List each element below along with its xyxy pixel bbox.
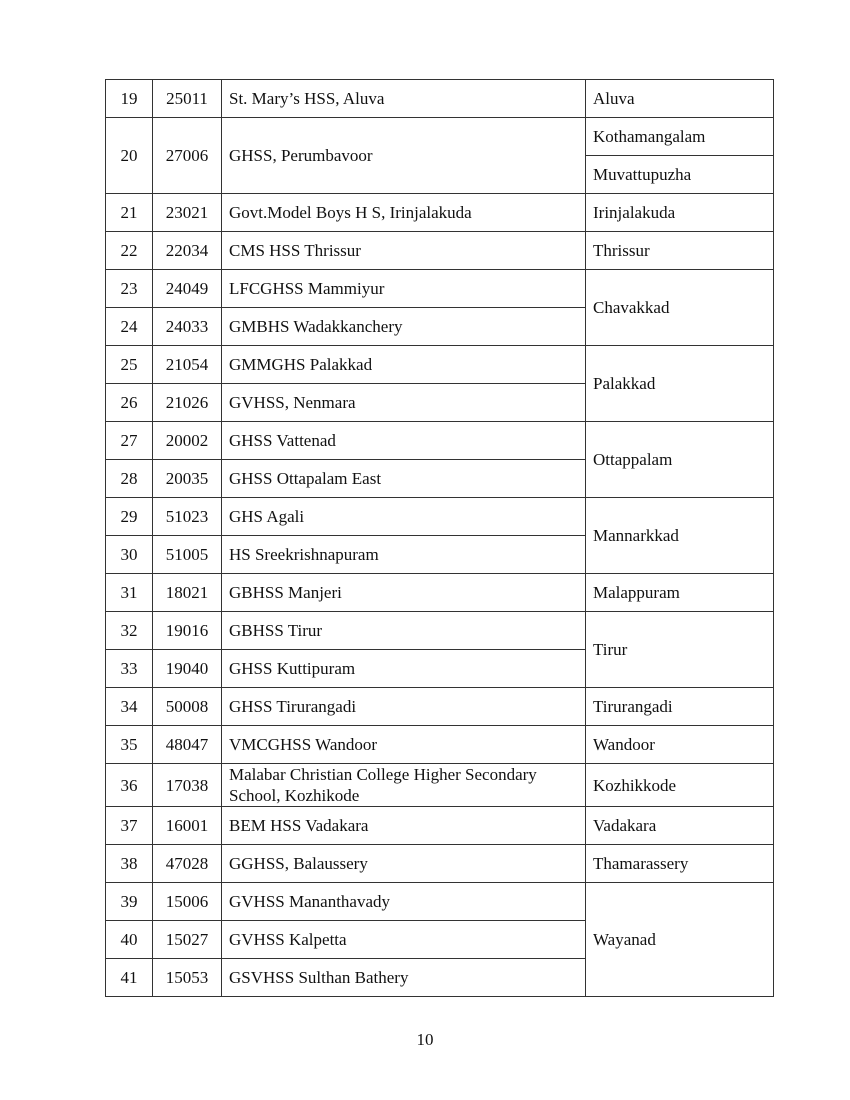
school-name: Govt.Model Boys H S, Irinjalakuda	[222, 194, 586, 232]
row-number: 28	[106, 460, 153, 498]
district-name: Muvattupuzha	[586, 156, 774, 194]
school-code: 47028	[153, 845, 222, 883]
row-number: 21	[106, 194, 153, 232]
district-name: Irinjalakuda	[586, 194, 774, 232]
school-name: GHS Agali	[222, 498, 586, 536]
page-number: 10	[416, 1030, 434, 1049]
school-code: 15027	[153, 921, 222, 959]
row-number: 39	[106, 883, 153, 921]
school-name: HS Sreekrishnapuram	[222, 536, 586, 574]
school-name: GVHSS Mananthavady	[222, 883, 586, 921]
school-name: LFCGHSS Mammiyur	[222, 270, 586, 308]
school-name: St. Mary’s HSS, Aluva	[222, 80, 586, 118]
school-code: 21026	[153, 384, 222, 422]
table-row	[106, 845, 774, 883]
row-number: 36	[106, 764, 153, 807]
district-name: Wayanad	[586, 883, 774, 997]
school-code: 51023	[153, 498, 222, 536]
district-name: Chavakkad	[586, 270, 774, 346]
row-number: 32	[106, 612, 153, 650]
table-row	[106, 574, 774, 612]
school-code: 15053	[153, 959, 222, 997]
row-number: 22	[106, 232, 153, 270]
table-row	[106, 612, 774, 650]
school-name: GVHSS, Nenmara	[222, 384, 586, 422]
row-number: 40	[106, 921, 153, 959]
school-name: GVHSS Kalpetta	[222, 921, 586, 959]
district-name: Thrissur	[586, 232, 774, 270]
district-name: Tirurangadi	[586, 688, 774, 726]
school-name: Malabar Christian College Higher Secondary School, Kozhikode	[222, 764, 586, 807]
schools-table	[105, 79, 774, 997]
school-code: 20035	[153, 460, 222, 498]
row-number: 33	[106, 650, 153, 688]
row-number: 34	[106, 688, 153, 726]
school-code: 23021	[153, 194, 222, 232]
table-row	[106, 194, 774, 232]
school-code: 27006	[153, 118, 222, 194]
school-name: GMBHS Wadakkanchery	[222, 308, 586, 346]
table-row	[106, 118, 774, 156]
row-number: 20	[106, 118, 153, 194]
school-code: 48047	[153, 726, 222, 764]
table-row	[106, 232, 774, 270]
district-name: Aluva	[586, 80, 774, 118]
row-number: 29	[106, 498, 153, 536]
school-name: VMCGHSS Wandoor	[222, 726, 586, 764]
row-number: 41	[106, 959, 153, 997]
row-number: 23	[106, 270, 153, 308]
school-code: 15006	[153, 883, 222, 921]
row-number: 26	[106, 384, 153, 422]
district-name: Malappuram	[586, 574, 774, 612]
district-name: Thamarassery	[586, 845, 774, 883]
school-name: GHSS Kuttipuram	[222, 650, 586, 688]
table-row	[106, 80, 774, 118]
table-row	[106, 270, 774, 308]
table-row	[106, 883, 774, 921]
school-code: 50008	[153, 688, 222, 726]
school-name: CMS HSS Thrissur	[222, 232, 586, 270]
district-name: Palakkad	[586, 346, 774, 422]
district-name: Ottappalam	[586, 422, 774, 498]
school-name: GMMGHS Palakkad	[222, 346, 586, 384]
row-number: 25	[106, 346, 153, 384]
school-name: GHSS, Perumbavoor	[222, 118, 586, 194]
row-number: 31	[106, 574, 153, 612]
district-name: Kothamangalam	[586, 118, 774, 156]
school-code: 21054	[153, 346, 222, 384]
row-number: 27	[106, 422, 153, 460]
row-number: 19	[106, 80, 153, 118]
table-row	[106, 807, 774, 845]
school-code: 17038	[153, 764, 222, 807]
school-code: 24049	[153, 270, 222, 308]
school-name: GGHSS, Balaussery	[222, 845, 586, 883]
school-code: 51005	[153, 536, 222, 574]
table-row	[106, 726, 774, 764]
school-name: GHSS Vattenad	[222, 422, 586, 460]
school-code: 22034	[153, 232, 222, 270]
school-name: GBHSS Manjeri	[222, 574, 586, 612]
table-row	[106, 498, 774, 536]
row-number: 38	[106, 845, 153, 883]
district-name: Vadakara	[586, 807, 774, 845]
school-name: BEM HSS Vadakara	[222, 807, 586, 845]
school-name: GHSS Ottapalam East	[222, 460, 586, 498]
school-code: 24033	[153, 308, 222, 346]
table-row	[106, 688, 774, 726]
row-number: 35	[106, 726, 153, 764]
district-name: Tirur	[586, 612, 774, 688]
school-code: 19016	[153, 612, 222, 650]
school-name: GSVHSS Sulthan Bathery	[222, 959, 586, 997]
row-number: 37	[106, 807, 153, 845]
school-code: 25011	[153, 80, 222, 118]
district-name: Wandoor	[586, 726, 774, 764]
school-name: GBHSS Tirur	[222, 612, 586, 650]
table-row	[106, 422, 774, 460]
school-code: 20002	[153, 422, 222, 460]
table-row	[106, 346, 774, 384]
school-name: GHSS Tirurangadi	[222, 688, 586, 726]
school-code: 18021	[153, 574, 222, 612]
table-row	[106, 764, 774, 807]
row-number: 30	[106, 536, 153, 574]
row-number: 24	[106, 308, 153, 346]
district-name: Kozhikkode	[586, 764, 774, 807]
district-name: Mannarkkad	[586, 498, 774, 574]
school-code: 16001	[153, 807, 222, 845]
school-code: 19040	[153, 650, 222, 688]
